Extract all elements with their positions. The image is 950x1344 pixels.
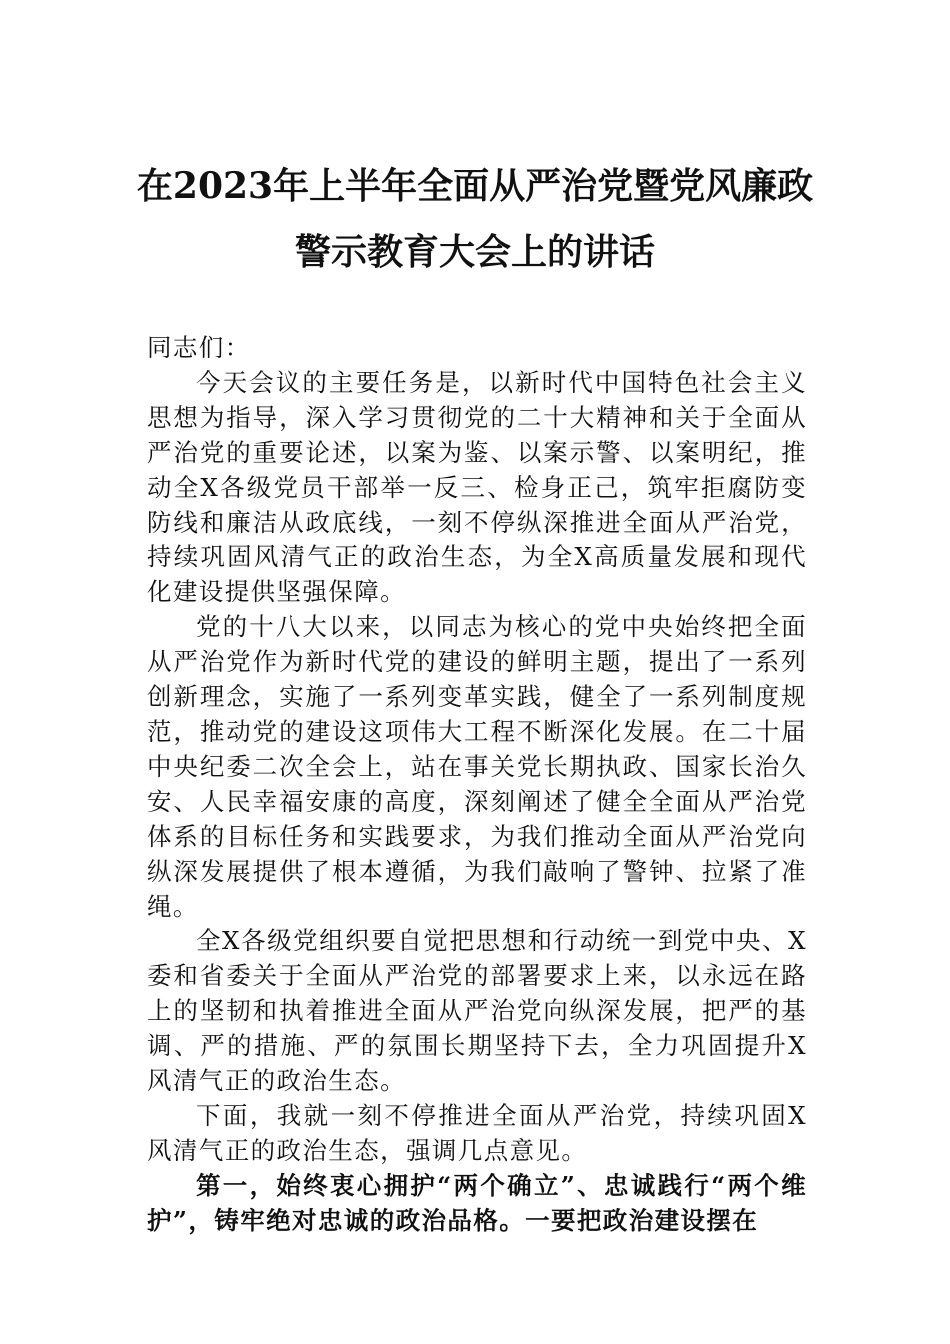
document-body <box>147 331 807 1239</box>
salutation: 同志们： <box>147 333 251 362</box>
section-heading-paragraph: 第一，始终衷心拥护“两个确立”、忠诚践行“两个维护”，铸牢绝对忠诚的政治品格。一要把政治建设摆在 <box>147 1170 807 1235</box>
document-title-line-2: 警示教育大会上的讲话 <box>294 231 655 273</box>
document-title-line-1: 在2023年上半年全面从严治党暨党风廉政 <box>136 165 814 207</box>
body-paragraph-2: 党的十八大以来，以同志为核心的党中央始终把全面从严治党作为新时代党的建设的鲜明主题，提出了一系列创新理念，实施了一系列变革实践，健全了一系列制度规范，推动党的建设这项伟大工程不断深化发展。在二十届中央纪委二次全会上，站在事关党长期执政、国家长治久安、人民幸福安康的高度，深刻阐述了健全全面从严治党体系的目标任务和实践要求，为我们推动全面从严治党向纵深发展提供了根本遵循，为我们敲响了警钟、拉紧了准绳。 <box>147 612 807 921</box>
body-paragraph-1: 今天会议的主要任务是，以新时代中国特色社会主义思想为指导，深入学习贯彻党的二十大精神和关于全面从严治党的重要论述，以案为鉴、以案示警、以案明纪，推动全X各级党员干部举一反三、检身正己，筑牢拒腐防变防线和廉洁从政底线，一刻不停纵深推进全面从严治党，持续巩固风清气正的政治生态，为全X高质量发展和现代化建设提供坚强保障。 <box>147 367 807 607</box>
body-paragraph-3: 全X各级党组织要自觉把思想和行动统一到党中央、X委和省委关于全面从严治党的部署要求上来，以永远在路上的坚韧和执着推进全面从严治党向纵深发展，把严的基调、严的措施、严的氛围长期坚持下去，全力巩固提升X风清气正的政治生态。 <box>147 926 807 1096</box>
body-paragraph-4: 下面，我就一刻不停推进全面从严治党，持续巩固X风清气正的政治生态，强调几点意见。 <box>147 1100 807 1165</box>
